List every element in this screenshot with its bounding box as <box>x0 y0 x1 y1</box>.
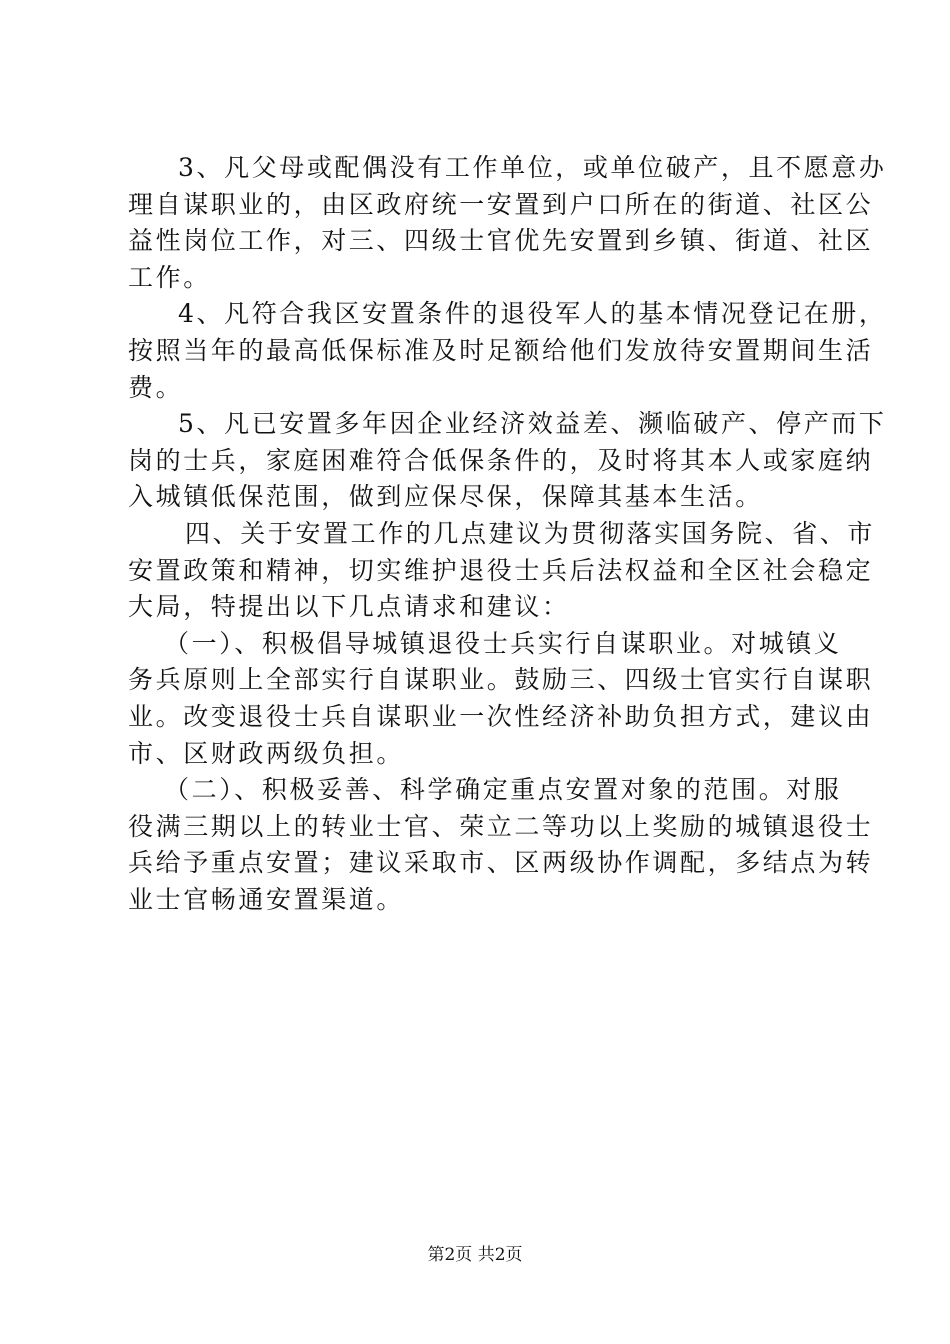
paragraph-section-four <box>128 516 876 626</box>
text-line: 安置政策和精神，切实维护退役士兵后法权益和全区社会稳定 <box>128 555 874 585</box>
page-number-footer: 第2页 共2页 <box>427 1245 523 1265</box>
text-line: 费。 <box>128 372 184 402</box>
text-line: （二）、积极妥善、科学确定重点安置对象的范围。对服 <box>164 775 842 805</box>
text-line: 市、区财政两级负担。 <box>128 738 405 768</box>
paragraph-item-3 <box>128 150 887 296</box>
document-body <box>128 150 887 918</box>
text-line: 入城镇低保范围，做到应保尽保，保障其基本生活。 <box>128 482 763 512</box>
text-line: 益性岗位工作，对三、四级士官优先安置到乡镇、街道、社区 <box>128 226 874 256</box>
text-line: 兵给予重点安置；建议采取市、区两级协作调配，多结点为转 <box>128 848 874 878</box>
text-line: 按照当年的最高低保标准及时足额给他们发放待安置期间生活 <box>128 335 874 365</box>
text-line: 5、凡已安置多年因企业经济效益差、濒临破产、停产而下 <box>178 409 887 439</box>
text-line: 工作。 <box>128 262 211 292</box>
text-line: 业士官畅通安置渠道。 <box>128 884 405 914</box>
paragraph-item-5 <box>128 406 887 516</box>
text-line: 役满三期以上的转业士官、荣立二等功以上奖励的城镇退役士 <box>128 811 874 841</box>
text-line: 理自谋职业的，由区政府统一安置到户口所在的街道、社区公 <box>128 189 874 219</box>
text-line: 大局，特提出以下几点请求和建议： <box>128 592 570 622</box>
paragraph-suggestion-one <box>128 626 874 772</box>
text-line: 四、关于安置工作的几点建议为贯彻落实国务院、省、市 <box>185 518 876 548</box>
paragraph-suggestion-two <box>128 772 874 918</box>
text-line: （一）、积极倡导城镇退役士兵实行自谋职业。对城镇义 <box>164 628 842 658</box>
text-line: 4、凡符合我区安置条件的退役军人的基本情况登记在册， <box>178 299 887 329</box>
text-line: 3、凡父母或配偶没有工作单位，或单位破产，且不愿意办 <box>178 153 887 182</box>
text-line: 岗的士兵，家庭困难符合低保条件的，及时将其本人或家庭纳 <box>128 445 874 475</box>
text-line: 业。改变退役士兵自谋职业一次性经济补助负担方式，建议由 <box>128 701 874 731</box>
paragraph-item-4 <box>128 296 887 406</box>
text-line: 务兵原则上全部实行自谋职业。鼓励三、四级士官实行自谋职 <box>128 665 874 695</box>
